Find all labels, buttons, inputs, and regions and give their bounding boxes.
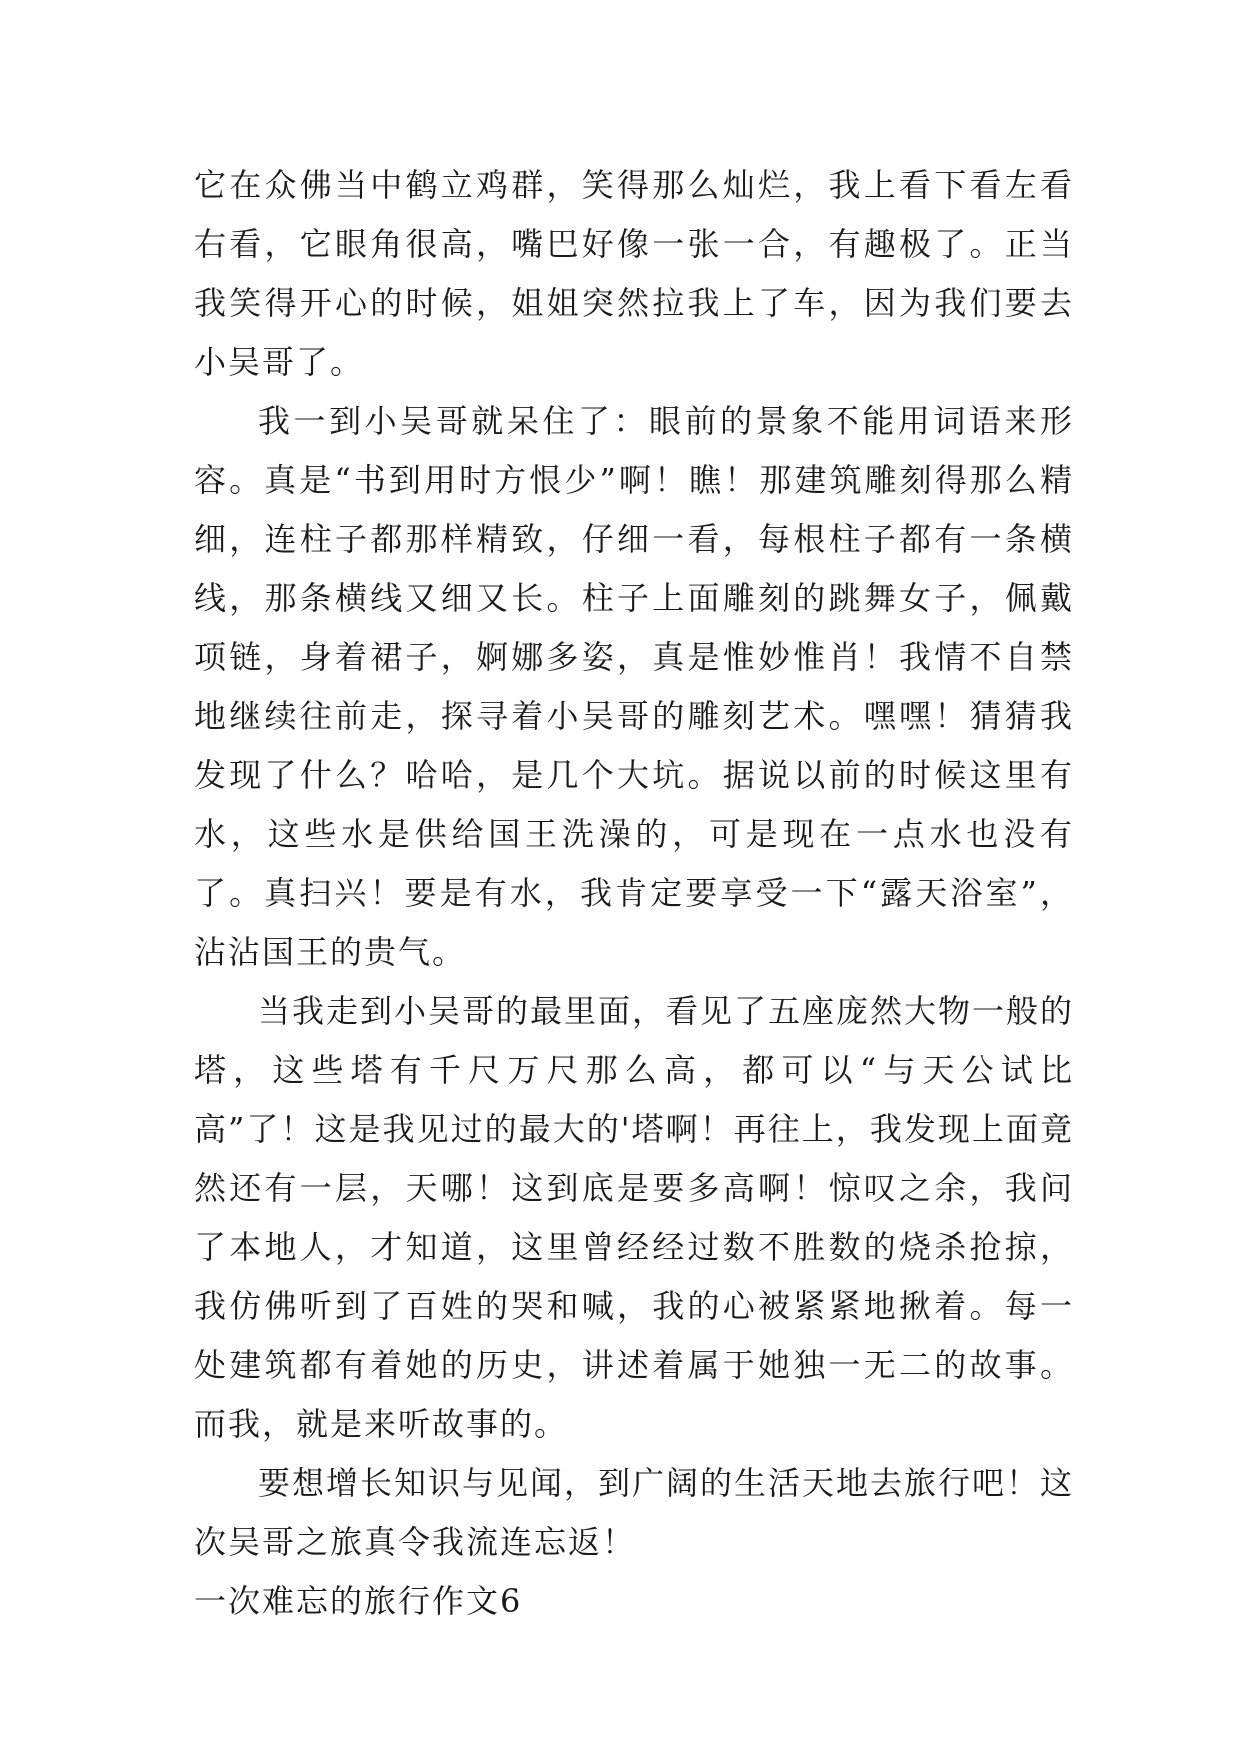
paragraph-angkor-arrival: 我一到小吴哥就呆住了：眼前的景象不能用词语来形容。真是“书到用时方恨少”啊！瞧！那建筑雕刻得那么精细，连柱子都那样精致，仔细一看，每根柱子都有一条横线，那条横线又细又长。柱子上面雕刻的跳舞女子，佩戴项链，身着裙子，婀娜多姿，真是惟妙惟肖！我情不自禁地继续往前走，探寻着小吴哥的雕刻艺术。嘿嘿！猜猜我发现了什么？哈哈，是几个大坑。据说以前的时候这里有水，这些水是供给国王洗澡的，可是现在一点水也没有了。真扫兴！要是有水，我肯定要享受一下“露天浴室”，沾沾国王的贵气。 bbox=[194, 402, 1074, 971]
essay-heading: 一次难忘的旅行作文6 bbox=[194, 1582, 523, 1620]
document-body bbox=[194, 156, 1074, 1631]
paragraph-five-towers: 当我走到小吴哥的最里面，看见了五座庞然大物一般的塔，这些塔有千尺万尺那么高，都可以“与天公试比高”了！这是我见过的最大的'塔啊！再往上，我发现上面竟然还有一层，天哪！这到底是要多高啊！惊叹之余，我问了本地人，才知道，这里曾经经过数不胜数的烧杀抢掠，我仿佛听到了百姓的哭和喊，我的心被紧紧地揪着。每一处建筑都有着她的历史，讲述着属于她独一无二的故事。而我，就是来听故事的。 bbox=[194, 992, 1075, 1443]
paragraph-continued: 它在众佛当中鹤立鸡群，笑得那么灿烂，我上看下看左看右看，它眼角很高，嘴巴好像一张一合，有趣极了。正当我笑得开心的时候，姐姐突然拉我上了车，因为我们要去小吴哥了。 bbox=[194, 166, 1074, 381]
paragraph-conclusion: 要想增长知识与见闻，到广阔的生活天地去旅行吧！这次吴哥之旅真令我流连忘返！ bbox=[194, 1464, 1075, 1561]
